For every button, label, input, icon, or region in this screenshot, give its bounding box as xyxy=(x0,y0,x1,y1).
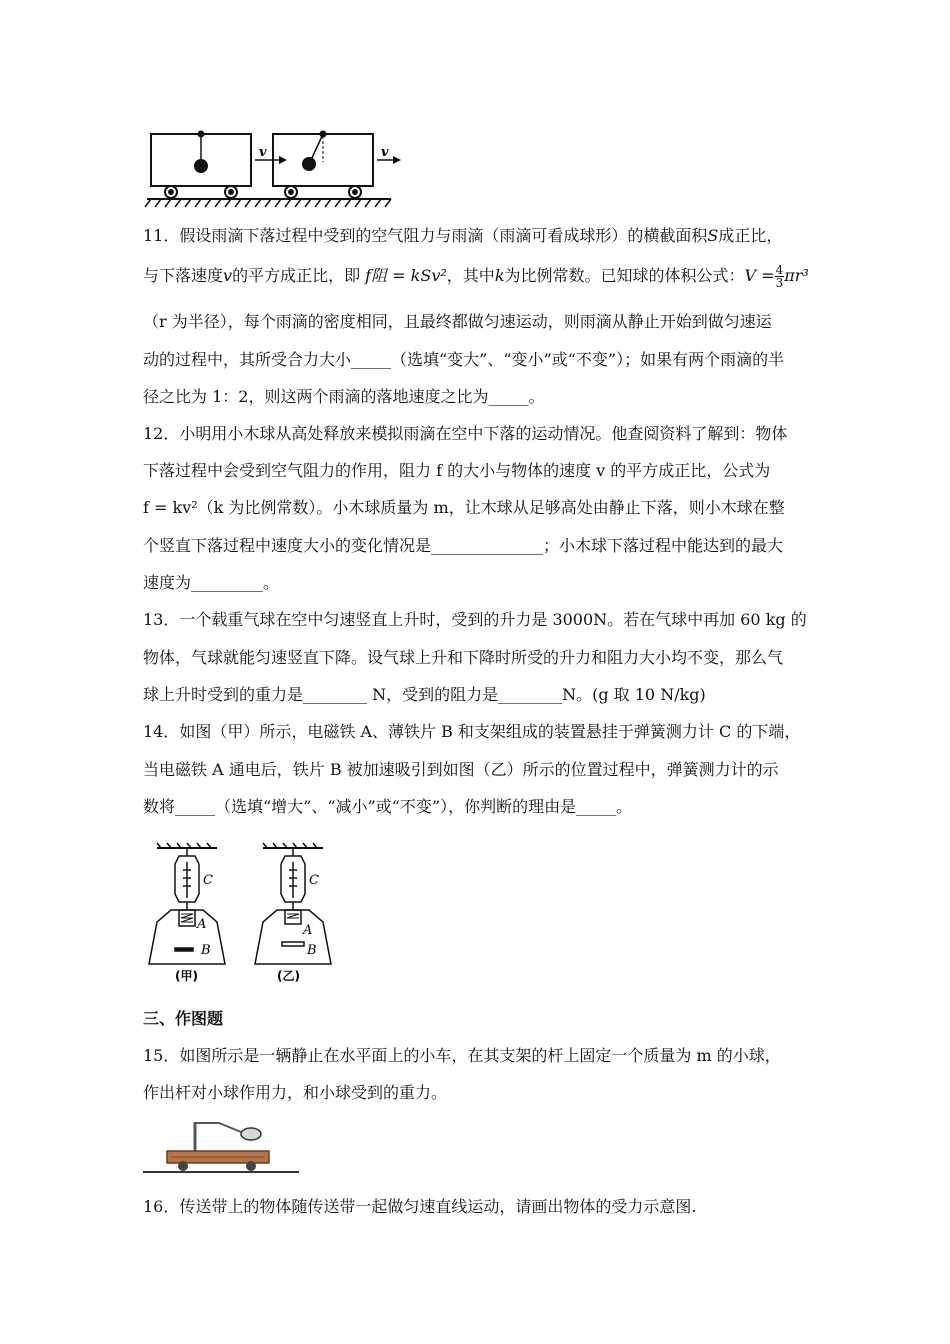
q15-line-1: 15．如图所示是一辆静止在水平面上的小车，在其支架的杆上固定一个质量为 m 的小球， xyxy=(143,1046,781,1065)
q11-line-4: 动的过程中，其所受合力大小_____（选填“变大”、“变小”或“不变”）；如果有两个雨滴的半 xyxy=(143,350,785,369)
q16-line-1: 16．传送带上的物体随传送带一起做匀速直线运动，请画出物体的受力示意图. xyxy=(143,1197,697,1216)
velocity-label-1: v xyxy=(259,145,267,160)
q12-line-4: 个竖直下落过程中速度大小的变化情况是______________；小木球下落过程中能达到的最大 xyxy=(143,536,784,555)
q13-line-3: 球上升时受到的重力是________ N，受到的阻力是________N。(g 取 10 N/kg) xyxy=(143,685,706,704)
q12-line-2: 下落过程中会受到空气阻力的作用，阻力 f 的大小与物体的速度 v 的平方成正比，公式为 xyxy=(143,461,771,480)
q14-line-2: 当电磁铁 A 通电后，铁片 B 被加速吸引到如图（乙）所示的位置过程中，弹簧测力计的示 xyxy=(143,760,779,779)
q11-line-3: （r 为半径），每个雨滴的密度相同，且最终都做匀速运动，则雨滴从静止开始到做匀速运 xyxy=(143,312,772,331)
q13-line-2: 物体，气球就能匀速竖直下降。设气球上升和下降时所受的升力和阻力大小均不变，那么气 xyxy=(143,648,784,667)
q14-line-1: 14．如图（甲）所示，电磁铁 A、薄铁片 B 和支架组成的装置悬挂于弹簧测力计 C 的下端， xyxy=(143,722,801,741)
label-a-left: A xyxy=(197,917,207,932)
section-3-title: 三、作图题 xyxy=(143,1009,224,1028)
electromagnet-figure xyxy=(145,842,345,987)
cart-rod-figure xyxy=(143,1118,303,1176)
cart-right xyxy=(273,132,401,199)
q12-line-5: 速度为_________。 xyxy=(143,573,280,592)
q11-line-5: 径之比为 1：2，则这两个雨滴的落地速度之比为_____。 xyxy=(143,387,545,406)
q12-line-3: f = kv²（k 为比例常数）。小木球质量为 m，让木球从足够高处由静止下落，则小木球在整 xyxy=(143,498,785,517)
cart-left xyxy=(151,132,287,199)
q11-text-2a: 与下落速度 xyxy=(143,266,224,285)
caption-left: (甲) xyxy=(175,969,198,983)
q13-line-1: 13．一个载重气球在空中匀速竖直上升时，受到的升力是 3000N。若在气球中再加 60 kg 的 xyxy=(143,610,807,629)
q11-line-2 xyxy=(143,264,809,289)
ground-hatch xyxy=(145,199,391,207)
q11-text-2b: 的平方成正比，即 xyxy=(232,266,361,285)
q11-drag-formula: f阻 = kSv² xyxy=(365,266,447,285)
label-b-right: B xyxy=(307,943,317,958)
q11-var-v: v xyxy=(223,266,233,285)
label-c-left: C xyxy=(203,873,213,888)
q11-volume-lhs: V = xyxy=(744,266,775,285)
q11-var-s: S xyxy=(707,226,719,245)
fraction-numerator: 4 xyxy=(775,263,784,277)
apparatus-right xyxy=(255,843,331,964)
q11-text-1-end: 成正比， xyxy=(718,226,783,245)
q11-text-2c: ，其中 xyxy=(446,266,495,285)
q11-var-k: k xyxy=(494,266,505,285)
label-a-right: A xyxy=(303,923,313,938)
cart-with-rod xyxy=(143,1122,299,1172)
q11-text-1: 11．假设雨滴下落过程中受到的空气阻力与雨滴（雨滴可看成球形）的横截面积 xyxy=(143,226,708,245)
apparatus-left xyxy=(149,843,225,964)
velocity-label-2: v xyxy=(381,145,389,160)
label-c-right: C xyxy=(309,873,319,888)
caption-right: (乙) xyxy=(277,969,300,983)
fraction-denominator: 3 xyxy=(775,276,784,290)
q14-line-3: 数将_____（选填“增大”、“减小”或“不变”），你判断的理由是_____。 xyxy=(143,797,633,816)
q11-volume-fraction xyxy=(775,264,785,289)
q11-text-2d: 为比例常数。已知球的体积公式： xyxy=(504,266,745,285)
q12-line-1: 12．小明用小木球从高处释放来模拟雨滴在空中下落的运动情况。他查阅资料了解到：物体 xyxy=(143,424,788,443)
carts-figure xyxy=(143,120,403,215)
q11-volume-rhs: πr³ xyxy=(784,266,809,285)
q15-line-2: 作出杆对小球作用力，和小球受到的重力。 xyxy=(143,1083,448,1102)
q11-line-1 xyxy=(143,226,782,246)
label-b-left: B xyxy=(201,943,211,958)
